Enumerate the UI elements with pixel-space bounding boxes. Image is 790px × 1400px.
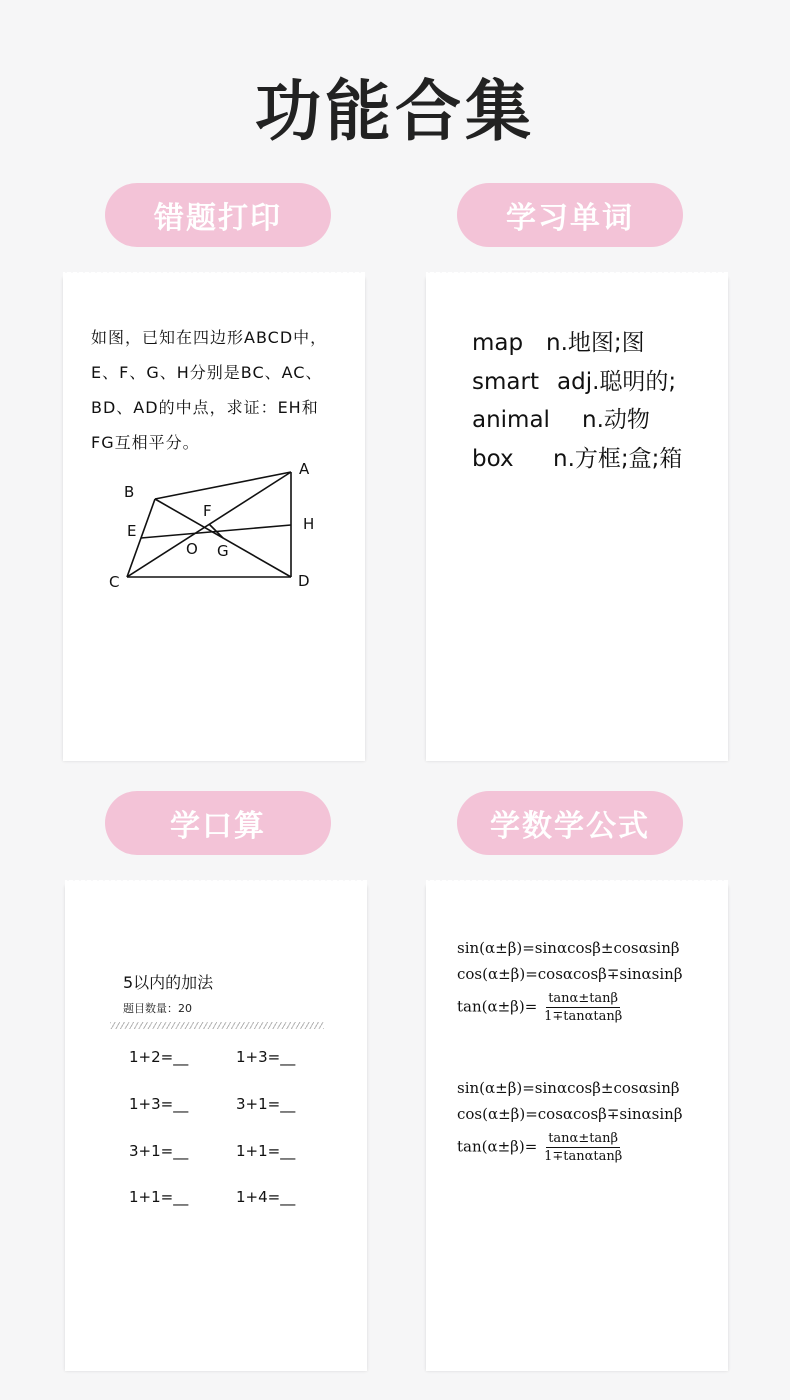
label-h: H <box>303 515 315 533</box>
formula-tan-numerator: tanα±tanβ <box>548 1131 619 1146</box>
formula-tan-numerator: tanα±tanβ <box>548 991 619 1006</box>
vocab-meaning: n.动物 <box>582 407 650 433</box>
vocabulary-list <box>472 324 682 478</box>
vocab-row <box>472 401 682 440</box>
wrong-question-paper <box>63 278 365 761</box>
section-label-wrong-questions: 错题打印 <box>105 183 331 247</box>
label-d: D <box>298 572 310 590</box>
formula-tan-lhs: tan(α±β)= <box>457 1137 538 1156</box>
vocab-row <box>472 324 682 363</box>
arithmetic-problem: 1+3=__ <box>236 1048 296 1066</box>
arithmetic-problem: 1+4=__ <box>236 1188 296 1206</box>
formula-tan <box>457 1131 624 1164</box>
formula-tan-denominator: 1∓tanαtanβ <box>544 1149 623 1164</box>
geometry-figure <box>103 453 343 593</box>
vocab-word: smart <box>472 368 539 395</box>
arithmetic-problem: 3+1=__ <box>129 1142 189 1160</box>
label-b: B <box>124 483 135 501</box>
vocab-row <box>472 363 682 402</box>
label-a: A <box>299 460 310 478</box>
problem-text <box>91 320 353 460</box>
formula-tan <box>457 991 624 1024</box>
vocabulary-paper <box>426 278 728 761</box>
section-label-vocabulary: 学习单词 <box>457 183 683 247</box>
arithmetic-count: 题目数量：20 <box>123 1002 192 1015</box>
arithmetic-problem: 3+1=__ <box>236 1095 296 1113</box>
formula-sin: sin(α±β)=sinαcosβ±cosαsinβ <box>457 939 680 957</box>
label-o: O <box>186 540 198 558</box>
vocab-meaning: n.地图;图 <box>546 330 645 356</box>
formula-sin: sin(α±β)=sinαcosβ±cosαsinβ <box>457 1079 680 1097</box>
arithmetic-title: 5以内的加法 <box>123 973 214 992</box>
arithmetic-paper <box>65 886 367 1371</box>
hatch-divider <box>110 1022 324 1029</box>
vocab-meaning: n.方框;盒;箱 <box>553 445 683 472</box>
formula-cos: cos(α±β)=cosαcosβ∓sinαsinβ <box>457 1105 683 1123</box>
arithmetic-problem: 1+2=__ <box>129 1048 189 1066</box>
formula-tan-fraction <box>542 991 624 1024</box>
section-label-arithmetic: 学口算 <box>105 791 331 855</box>
vocab-word: box <box>472 445 514 472</box>
section-label-formulas: 学数学公式 <box>457 791 683 855</box>
vocab-word: map <box>472 330 524 356</box>
problem-line: 如图，已知在四边形ABCD中， <box>91 328 328 347</box>
formula-tan-fraction <box>542 1131 624 1164</box>
formula-cos: cos(α±β)=cosαcosβ∓sinαsinβ <box>457 965 683 983</box>
problem-line: BD、AD的中点，求证：EH和 <box>91 398 319 417</box>
label-e: E <box>127 522 137 540</box>
arithmetic-problem: 1+3=__ <box>129 1095 189 1113</box>
problem-line: E、F、G、H分别是BC、AC、 <box>91 363 323 382</box>
arithmetic-problem: 1+1=__ <box>129 1188 189 1206</box>
formula-paper <box>426 886 728 1371</box>
label-c: C <box>109 573 120 591</box>
vocab-word: animal <box>472 407 550 433</box>
formula-tan-denominator: 1∓tanαtanβ <box>544 1009 623 1024</box>
vocab-meaning: adj.聪明的; <box>557 368 677 395</box>
formula-tan-lhs: tan(α±β)= <box>457 997 538 1016</box>
label-f: F <box>203 502 212 520</box>
problem-line: FG互相平分。 <box>91 433 200 452</box>
page-title: 功能合集 <box>255 73 535 150</box>
vocab-row <box>472 440 682 479</box>
arithmetic-problem: 1+1=__ <box>236 1142 296 1160</box>
label-g: G <box>217 542 229 560</box>
